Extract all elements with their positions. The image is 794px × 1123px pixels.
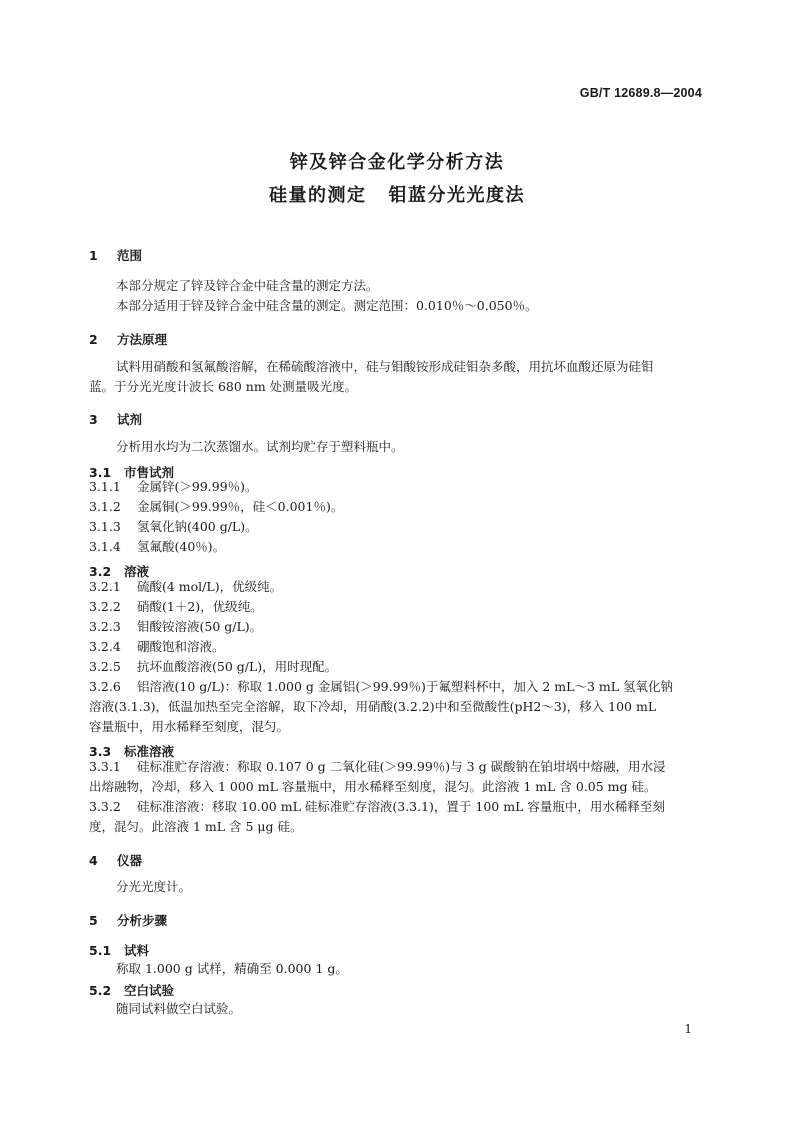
list-item-3-3-1 (89, 757, 666, 777)
list-item-3-2-6 (89, 677, 673, 697)
item-text: 硝酸(1＋2)，优级纯。 (137, 599, 263, 614)
list-item-3-2-4 (89, 637, 225, 657)
section-number: 2 (89, 332, 98, 347)
list-item-3-2-1 (89, 577, 282, 597)
paragraph: 本部分规定了锌及锌合金中硅含量的测定方法。 (116, 278, 379, 293)
item-text: 硼酸饱和溶液。 (137, 639, 225, 654)
subsection-number: 3.2 (89, 564, 112, 579)
list-item-3-1-1 (89, 477, 258, 497)
document-title-line2 (0, 181, 794, 207)
item-number: 3.1.1 (89, 479, 121, 494)
title-part-b: 钼蓝分光光度法 (388, 185, 525, 206)
paragraph: 称取 1.000 g 试样，精确至 0.000 1 g。 (116, 961, 348, 976)
section-title: 试剂 (117, 412, 143, 427)
subsection-title: 空白试验 (124, 983, 175, 998)
standard-number: GB/T 12689.8—2004 (579, 86, 702, 100)
paragraph-line: 度，混匀。此溶液 1 mL 含 5 μg 硅。 (89, 819, 303, 834)
subsection-title: 试料 (124, 943, 150, 958)
section-title: 仪器 (117, 853, 143, 868)
list-item-3-2-5 (89, 657, 337, 677)
subsection-title: 标准溶液 (124, 744, 175, 759)
page-number: 1 (684, 1022, 692, 1036)
list-item-3-1-4 (89, 537, 225, 557)
item-text: 抗坏血酸溶液(50 g/L)，用时现配。 (137, 659, 338, 674)
item-number: 3.2.4 (89, 639, 121, 654)
subsection-number: 3.1 (89, 465, 112, 480)
paragraph-line: 容量瓶中，用水稀释至刻度，混匀。 (89, 719, 290, 734)
paragraph-line: 蓝。于分光光度计波长 680 nm 处测量吸光度。 (89, 379, 358, 394)
item-number: 3.2.5 (89, 659, 121, 674)
item-text: 硫酸(4 mol/L)，优级纯。 (137, 579, 283, 594)
paragraph: 分光光度计。 (116, 879, 192, 894)
item-text: 钼酸铵溶液(50 g/L)。 (137, 619, 263, 634)
section-number: 3 (89, 412, 98, 427)
subsection-number: 5.2 (89, 983, 112, 998)
paragraph-line: 出熔融物，冷却，移入 1 000 mL 容量瓶中，用水稀释至刻度，混匀。此溶液 1 mL 含 0.05 mg 硅。 (89, 779, 657, 794)
section-number: 5 (89, 913, 98, 928)
subsection-number: 5.1 (89, 943, 112, 958)
item-number: 3.1.2 (89, 499, 121, 514)
section-title: 方法原理 (117, 332, 168, 347)
document-title-line1: 锌及锌合金化学分析方法 (289, 152, 505, 173)
section-number: 4 (89, 853, 98, 868)
section-heading-1 (89, 246, 142, 264)
list-item-3-2-2 (89, 597, 263, 617)
list-item-3-3-2 (89, 797, 665, 817)
item-text: 硅标准贮存溶液：称取 0.107 0 g 二氧化硅(＞99.99％)与 3 g 碳酸钠在铂坩埚中熔融，用水浸 (137, 759, 666, 774)
item-number: 3.3.1 (89, 759, 121, 774)
paragraph-line: 试料用硝酸和氢氟酸溶解，在稀硫酸溶液中，硅与钼酸铵形成硅钼杂多酸，用抗坏血酸还原为硅钼 (116, 359, 654, 374)
item-number: 3.2.6 (89, 679, 121, 694)
item-number: 3.1.3 (89, 519, 121, 534)
section-heading-3 (89, 410, 142, 428)
item-number: 3.1.4 (89, 539, 121, 554)
item-number: 3.2.3 (89, 619, 121, 634)
item-number: 3.2.2 (89, 599, 121, 614)
list-item-3-2-3 (89, 617, 262, 637)
item-text: 金属铜(＞99.99％，硅＜0.001％)。 (137, 499, 344, 514)
paragraph: 分析用水均为二次蒸馏水。试剂均贮存于塑料瓶中。 (116, 439, 404, 454)
subsection-title: 市售试剂 (124, 465, 175, 480)
subsection-number: 3.3 (89, 744, 112, 759)
section-heading-5 (89, 911, 167, 929)
item-text: 氢氧化钠(400 g/L)。 (137, 519, 258, 534)
paragraph: 随同试料做空白试验。 (116, 1001, 242, 1016)
subsection-title: 溶液 (124, 564, 150, 579)
paragraph: 本部分适用于锌及锌合金中硅含量的测定。测定范围：0.010％～0.050％。 (116, 298, 538, 313)
item-text: 氢氟酸(40％)。 (137, 539, 226, 554)
section-title: 分析步骤 (117, 913, 168, 928)
subsection-heading-5-1 (89, 941, 149, 959)
subsection-heading-5-2 (89, 981, 174, 999)
list-item-3-1-2 (89, 497, 343, 517)
item-number: 3.3.2 (89, 799, 121, 814)
list-item-3-1-3 (89, 517, 258, 537)
item-number: 3.2.1 (89, 579, 121, 594)
section-heading-4 (89, 851, 142, 869)
paragraph-line: 溶液(3.1.3)，低温加热至完全溶解，取下冷却，用硝酸(3.2.2)中和至微酸性(pH2～3)，移入 100 mL (89, 699, 657, 714)
item-text: 金属锌(＞99.99％)。 (137, 479, 258, 494)
section-number: 1 (89, 248, 98, 263)
title-part-a: 硅量的测定 (269, 185, 367, 206)
section-heading-2 (89, 330, 167, 348)
item-text: 铝溶液(10 g/L)：称取 1.000 g 金属铝(＞99.99％)于氟塑料杯中，加入 2 mL～3 mL 氢氧化钠 (137, 679, 673, 694)
section-title: 范围 (117, 248, 143, 263)
item-text: 硅标准溶液：移取 10.00 mL 硅标准贮存溶液(3.3.1)，置于 100 mL 容量瓶中，用水稀释至刻 (137, 799, 665, 814)
